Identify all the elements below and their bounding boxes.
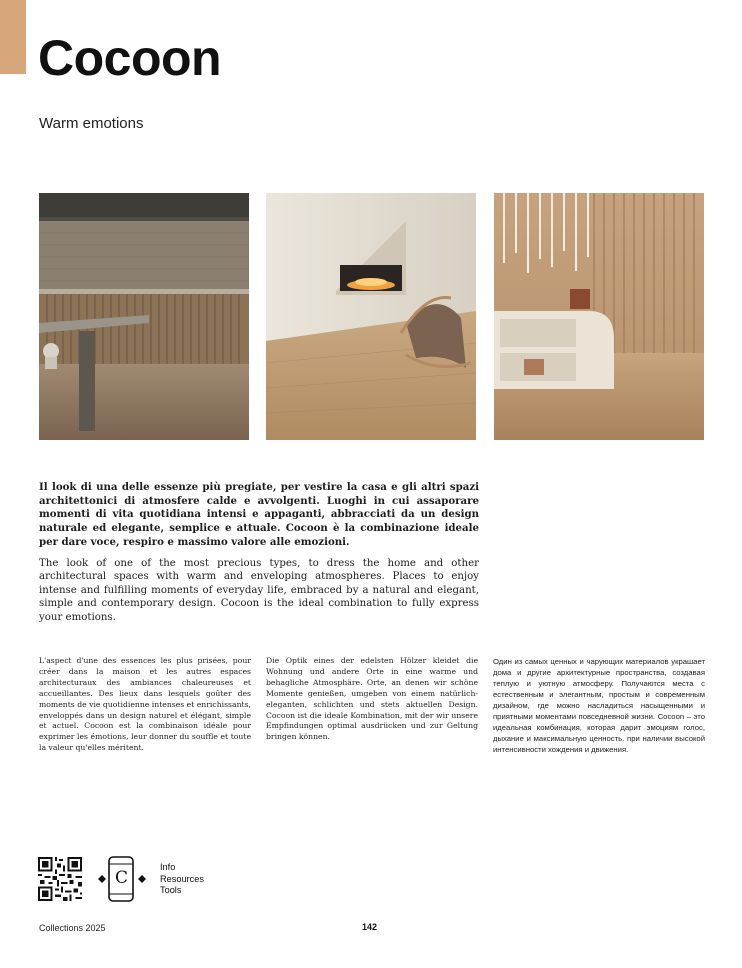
resources-item-info[interactable]: Info	[160, 862, 176, 872]
column-german: Die Optik eines der edelsten Hölzer kleidet die Wohnung und andere Orte in eine warme und behagliche Atmosphäre. Orte, an denen wir schöne Momente genießen, umgeben von einem natürlich-eleganten, schlichten und stets aktuellen Design. Cocoon ist die ideale Kombination, mit der wir unsere Empfindungen optimal ausdrücken und zur Geltung bringen können.	[266, 656, 478, 742]
resources-item-tools[interactable]: Tools	[160, 885, 182, 895]
column-french: L'aspect d'une des essences les plus prisées, pour créer dans la maison et les autres espaces architecturaux des ambiances chaleureuses et accueillantes. Des lieux dans lesquels goûter des moments de vie quotidienne intenses et enrichissants, enveloppés dans un design naturel et élégant, simple et actuel. Cocoon est la combinaison idéale pour exprimer les émotions, leur donner du souffle et toute la valeur qu'elles méritent.	[39, 656, 251, 753]
page-number: 142	[362, 922, 378, 932]
resources-item-resources[interactable]: Resources	[160, 873, 204, 884]
column-russian: Один из самых ценных и чарующих материалов украшает дома и другие архитектурные пространства, создавая теплую и уютную атмосферу. Получаются места с естественным и элегантным, простым и современным дизайном, где можно насладиться насыщенными и приятными моментами повседневной жизни. Cocoon – это идеальная комбинация, которая дарит эмоциям голос, дыхание и максимальную ценность. при наличии высокой интенсивности хождения и движения.	[493, 657, 705, 754]
qr-code[interactable]	[38, 857, 82, 901]
accent-tab	[0, 0, 26, 74]
diamond-icon-left	[98, 875, 106, 883]
resources-list	[160, 862, 204, 897]
photo-fireplace	[266, 193, 476, 440]
diamond-icon-right	[138, 875, 146, 883]
page-title: Cocoon	[38, 30, 222, 86]
app-resources-icon[interactable]	[94, 856, 154, 902]
photo-kitchen	[39, 193, 249, 440]
intro-english: The look of one of the most precious types, to dress the home and other architectural spaces with warm and enveloping atmospheres. Places to enjoy intense and fulfilling moments of everyday life, embraced by a natural and elegant, simple and contemporary design. Cocoon is the ideal combination to fully express your emotions.	[39, 558, 479, 623]
footer-collection: Collections 2025	[39, 923, 106, 933]
intro-italian: Il look di una delle essenze più pregiate, per vestire la casa e gli altri spazi architettonici di atmosfere calde e avvolgenti. Luoghi in cui assaporare momenti di vita quotidiana intensi e appaganti, abbracciati da un design naturale ed elegante, semplice e attuale. Cocoon è la combinazione ideale per dare voce, respiro e massimo valore alle emozioni.	[39, 481, 479, 548]
app-letter: C	[115, 868, 129, 888]
page-subtitle: Warm emotions	[39, 115, 144, 132]
photo-shop	[494, 193, 704, 440]
